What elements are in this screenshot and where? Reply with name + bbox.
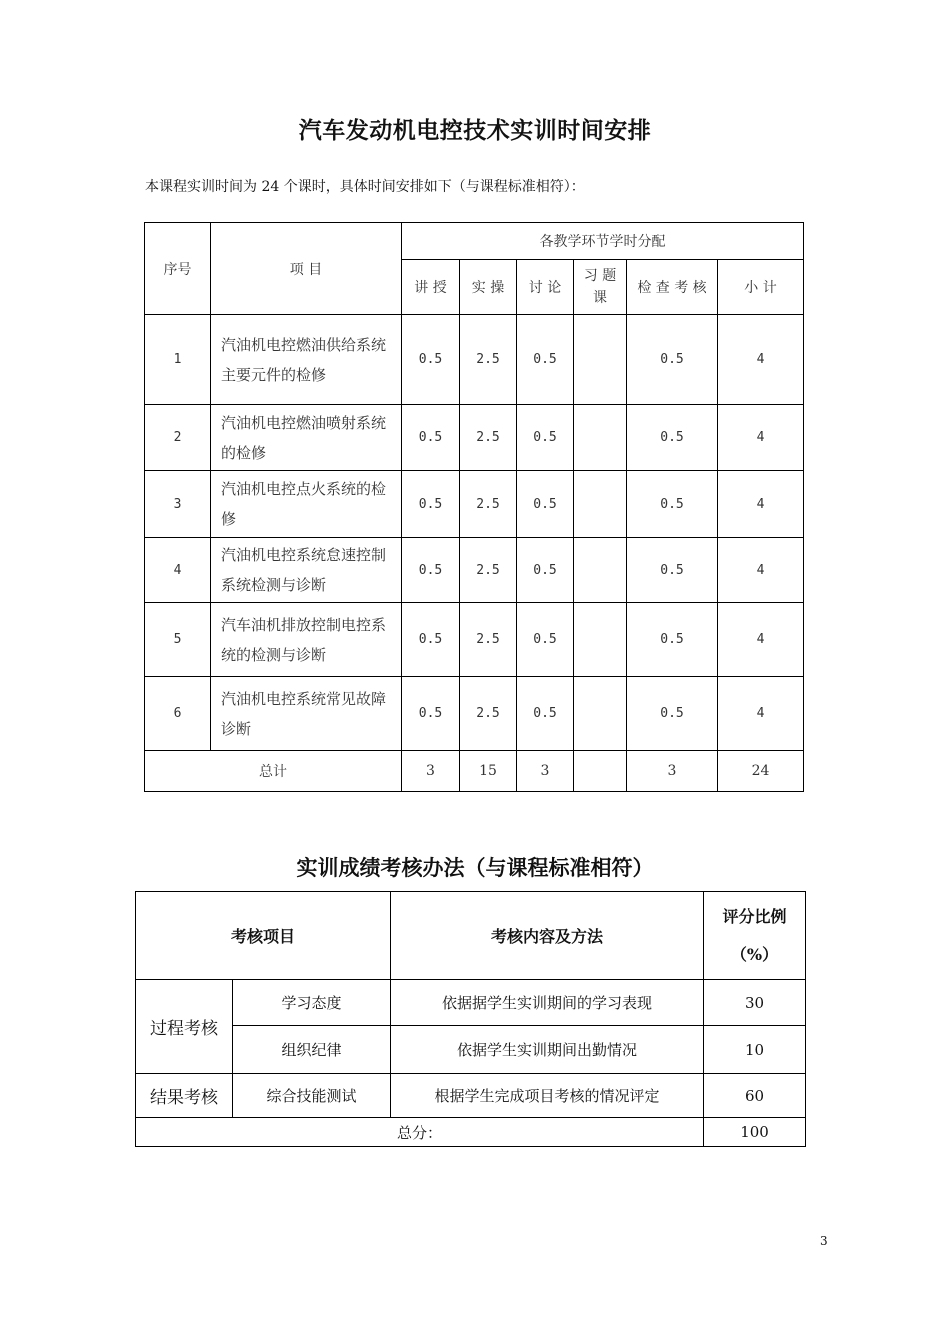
row-practice: 2.5 [460,471,517,538]
header-exercise-line2: 课 [593,290,607,306]
row-check: 0.5 [627,603,718,677]
total-check: 3 [627,751,718,792]
page-number: 3 [820,1234,828,1248]
header-practice: 实 操 [460,260,517,315]
row-content: 根据学生完成项目考核的情况评定 [391,1074,704,1118]
row-check: 0.5 [627,538,718,603]
row-sub: 学习态度 [233,980,391,1026]
row-subtotal: 4 [718,405,804,471]
header-discussion: 讨 论 [517,260,574,315]
row-project: 汽车油机排放控制电控系统的检测与诊断 [211,603,402,677]
row-exercise [574,603,627,677]
row-check: 0.5 [627,405,718,471]
total-score: 100 [704,1118,806,1147]
row-lecture: 0.5 [402,405,460,471]
total-practice: 15 [460,751,517,792]
row-discussion: 0.5 [517,538,574,603]
schedule-table [144,222,804,792]
row-lecture: 0.5 [402,677,460,751]
row-subtotal: 4 [718,603,804,677]
row-check: 0.5 [627,471,718,538]
row-seq: 4 [145,538,211,603]
table-row [145,677,804,751]
header-subtotal: 小 计 [718,260,804,315]
row-discussion: 0.5 [517,315,574,405]
row-practice: 2.5 [460,603,517,677]
total-row [145,751,804,792]
assessment-title: 实训成绩考核办法（与课程标准相符） [296,855,654,880]
total-subtotal: 24 [718,751,804,792]
row-exercise [574,471,627,538]
table-row [145,405,804,471]
header-exercise [574,260,627,315]
row-exercise [574,405,627,471]
header-lecture: 讲 授 [402,260,460,315]
header-exercise-line1: 习 题 [583,268,617,284]
row-content: 依据学生实训期间出勤情况 [391,1026,704,1074]
assessment-table [135,891,806,1147]
row-score: 60 [704,1074,806,1118]
row-practice: 2.5 [460,405,517,471]
row-project: 汽油机电控燃油供给系统主要元件的检修 [211,315,402,405]
table-row [136,1074,806,1118]
header-content: 考核内容及方法 [391,892,704,980]
header-ratio-line1: 评分比例 [722,906,787,926]
header-check: 检 查 考 核 [627,260,718,315]
row-lecture: 0.5 [402,538,460,603]
row-seq: 6 [145,677,211,751]
row-project: 汽油机电控燃油喷射系统的检修 [211,405,402,471]
row-content: 依据据学生实训期间的学习表现 [391,980,704,1026]
total-label: 总计 [145,751,402,792]
row-lecture: 0.5 [402,315,460,405]
row-seq: 2 [145,405,211,471]
row-subtotal: 4 [718,315,804,405]
table-row [145,471,804,538]
intro-text: 本课程实训时间为 24 个课时，具体时间安排如下（与课程标准相符）： [145,179,585,195]
row-sub: 组织纪律 [233,1026,391,1074]
row-practice: 2.5 [460,315,517,405]
row-subtotal: 4 [718,677,804,751]
row-exercise [574,677,627,751]
row-score: 30 [704,980,806,1026]
total-discussion: 3 [517,751,574,792]
page-title: 汽车发动机电控技术实训时间安排 [298,117,652,144]
row-check: 0.5 [627,677,718,751]
row-discussion: 0.5 [517,471,574,538]
table-row [145,315,804,405]
row-check: 0.5 [627,315,718,405]
table-row [136,980,806,1026]
row-seq: 1 [145,315,211,405]
row-project: 汽油机电控系统常见故障诊断 [211,677,402,751]
header-ratio [704,892,806,980]
row-exercise [574,538,627,603]
row-seq: 3 [145,471,211,538]
process-label: 过程考核 [136,980,233,1074]
row-discussion: 0.5 [517,677,574,751]
row-lecture: 0.5 [402,471,460,538]
total-row [136,1118,806,1147]
row-project: 汽油机电控系统怠速控制系统检测与诊断 [211,538,402,603]
table-row [145,538,804,603]
row-subtotal: 4 [718,538,804,603]
header-item: 考核项目 [136,892,391,980]
table-row [136,1026,806,1074]
total-label: 总分： [136,1118,704,1147]
row-sub: 综合技能测试 [233,1074,391,1118]
table-row [145,603,804,677]
row-practice: 2.5 [460,538,517,603]
row-exercise [574,315,627,405]
header-seq: 序号 [145,223,211,315]
header-group: 各教学环节学时分配 [402,223,804,260]
header-ratio-line2: （%） [730,944,779,964]
row-practice: 2.5 [460,677,517,751]
row-project: 汽油机电控点火系统的检修 [211,471,402,538]
row-discussion: 0.5 [517,405,574,471]
row-discussion: 0.5 [517,603,574,677]
row-subtotal: 4 [718,471,804,538]
result-label: 结果考核 [136,1074,233,1118]
row-score: 10 [704,1026,806,1074]
row-lecture: 0.5 [402,603,460,677]
total-lecture: 3 [402,751,460,792]
row-seq: 5 [145,603,211,677]
total-exercise [574,751,627,792]
header-project: 项 目 [211,223,402,315]
